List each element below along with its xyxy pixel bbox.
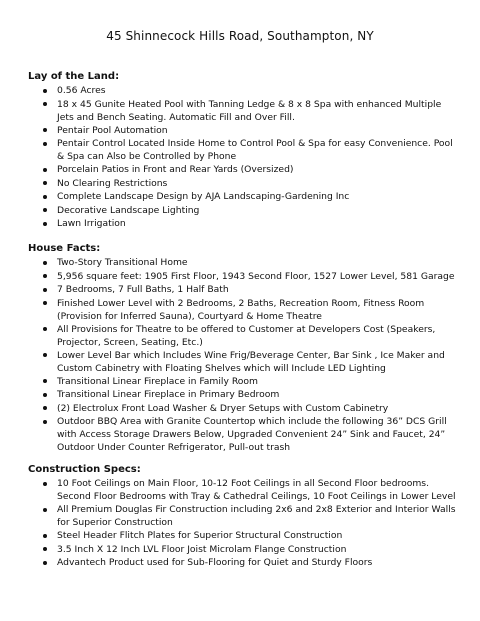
list-item: 3.5 Inch X 12 Inch LVL Floor Joist Microlam Flange Construction [28, 543, 456, 557]
list-item: Transitional Linear Fireplace in Primary Bedroom [28, 388, 456, 402]
bullet-list [28, 477, 456, 570]
section-lay-of-the-land [28, 70, 456, 231]
list-item: No Clearing Restrictions [28, 177, 456, 191]
list-item: 0.56 Acres [28, 84, 456, 98]
list-item: Pentair Control Located Inside Home to Control Pool & Spa for easy Convenience. Pool & Spa can Also be Controlled by Phone [28, 137, 456, 163]
section-construction-specs [28, 463, 456, 570]
list-item: Advantech Product used for Sub-Flooring for Quiet and Sturdy Floors [28, 556, 456, 570]
list-item: 18 x 45 Gunite Heated Pool with Tanning Ledge & 8 x 8 Spa with enhanced Multiple Jets and Bench Seating. Automatic Fill and Over Fill. [28, 98, 456, 124]
list-item: 7 Bedrooms, 7 Full Baths, 1 Half Bath [28, 283, 456, 297]
list-item: Transitional Linear Fireplace in Family Room [28, 375, 456, 389]
list-item: Complete Landscape Design by AJA Landscaping-Gardening Inc [28, 190, 456, 204]
section-heading: Lay of the Land: [28, 71, 120, 82]
list-item: Two-Story Transitional Home [28, 256, 456, 270]
list-item: 5,956 square feet: 1905 First Floor, 1943 Second Floor, 1527 Lower Level, 581 Garage [28, 270, 456, 284]
bullet-list [28, 256, 456, 454]
list-item: All Premium Douglas Fir Construction including 2x6 and 2x8 Exterior and Interior Walls for Superior Construction [28, 503, 456, 529]
list-item: 10 Foot Ceilings on Main Floor, 10-12 Foot Ceilings in all Second Floor bedrooms. Second Floor Bedrooms with Tray & Cathedral Ceilings, 10 Foot Ceilings in Lower Level [28, 477, 456, 503]
list-item: Lower Level Bar which Includes Wine Frig/Beverage Center, Bar Sink , Ice Maker and Custom Cabinetry with Floating Shelves which will Include LED Lighting [28, 349, 456, 375]
list-item: Pentair Pool Automation [28, 124, 456, 138]
bullet-list [28, 84, 456, 231]
list-item: Finished Lower Level with 2 Bedrooms, 2 Baths, Recreation Room, Fitness Room (Provision for Inferred Sauna), Courtyard & Home Theatre [28, 297, 456, 323]
list-item: All Provisions for Theatre to be offered to Customer at Developers Cost (Speakers, Projector, Screen, Seating, Etc.) [28, 323, 456, 349]
list-item: Lawn Irrigation [28, 217, 456, 231]
list-item: Decorative Landscape Lighting [28, 204, 456, 218]
list-item: Outdoor BBQ Area with Granite Countertop which include the following 36” DCS Grill with Access Storage Drawers Below, Upgraded Convenient 24” Sink and Faucet, 24” Outdoor Under Counter Refrigerator, Pull-out trash [28, 415, 456, 454]
list-item: (2) Electrolux Front Load Washer & Dryer Setups with Custom Cabinetry [28, 402, 456, 416]
list-item: Porcelain Patios in Front and Rear Yards (Oversized) [28, 163, 456, 177]
page-title: 45 Shinnecock Hills Road, Southampton, NY [106, 29, 374, 43]
section-heading: House Facts: [28, 243, 101, 254]
section-house-facts [28, 242, 456, 454]
list-item: Steel Header Flitch Plates for Superior Structural Construction [28, 529, 456, 543]
section-heading: Construction Specs: [28, 464, 141, 475]
